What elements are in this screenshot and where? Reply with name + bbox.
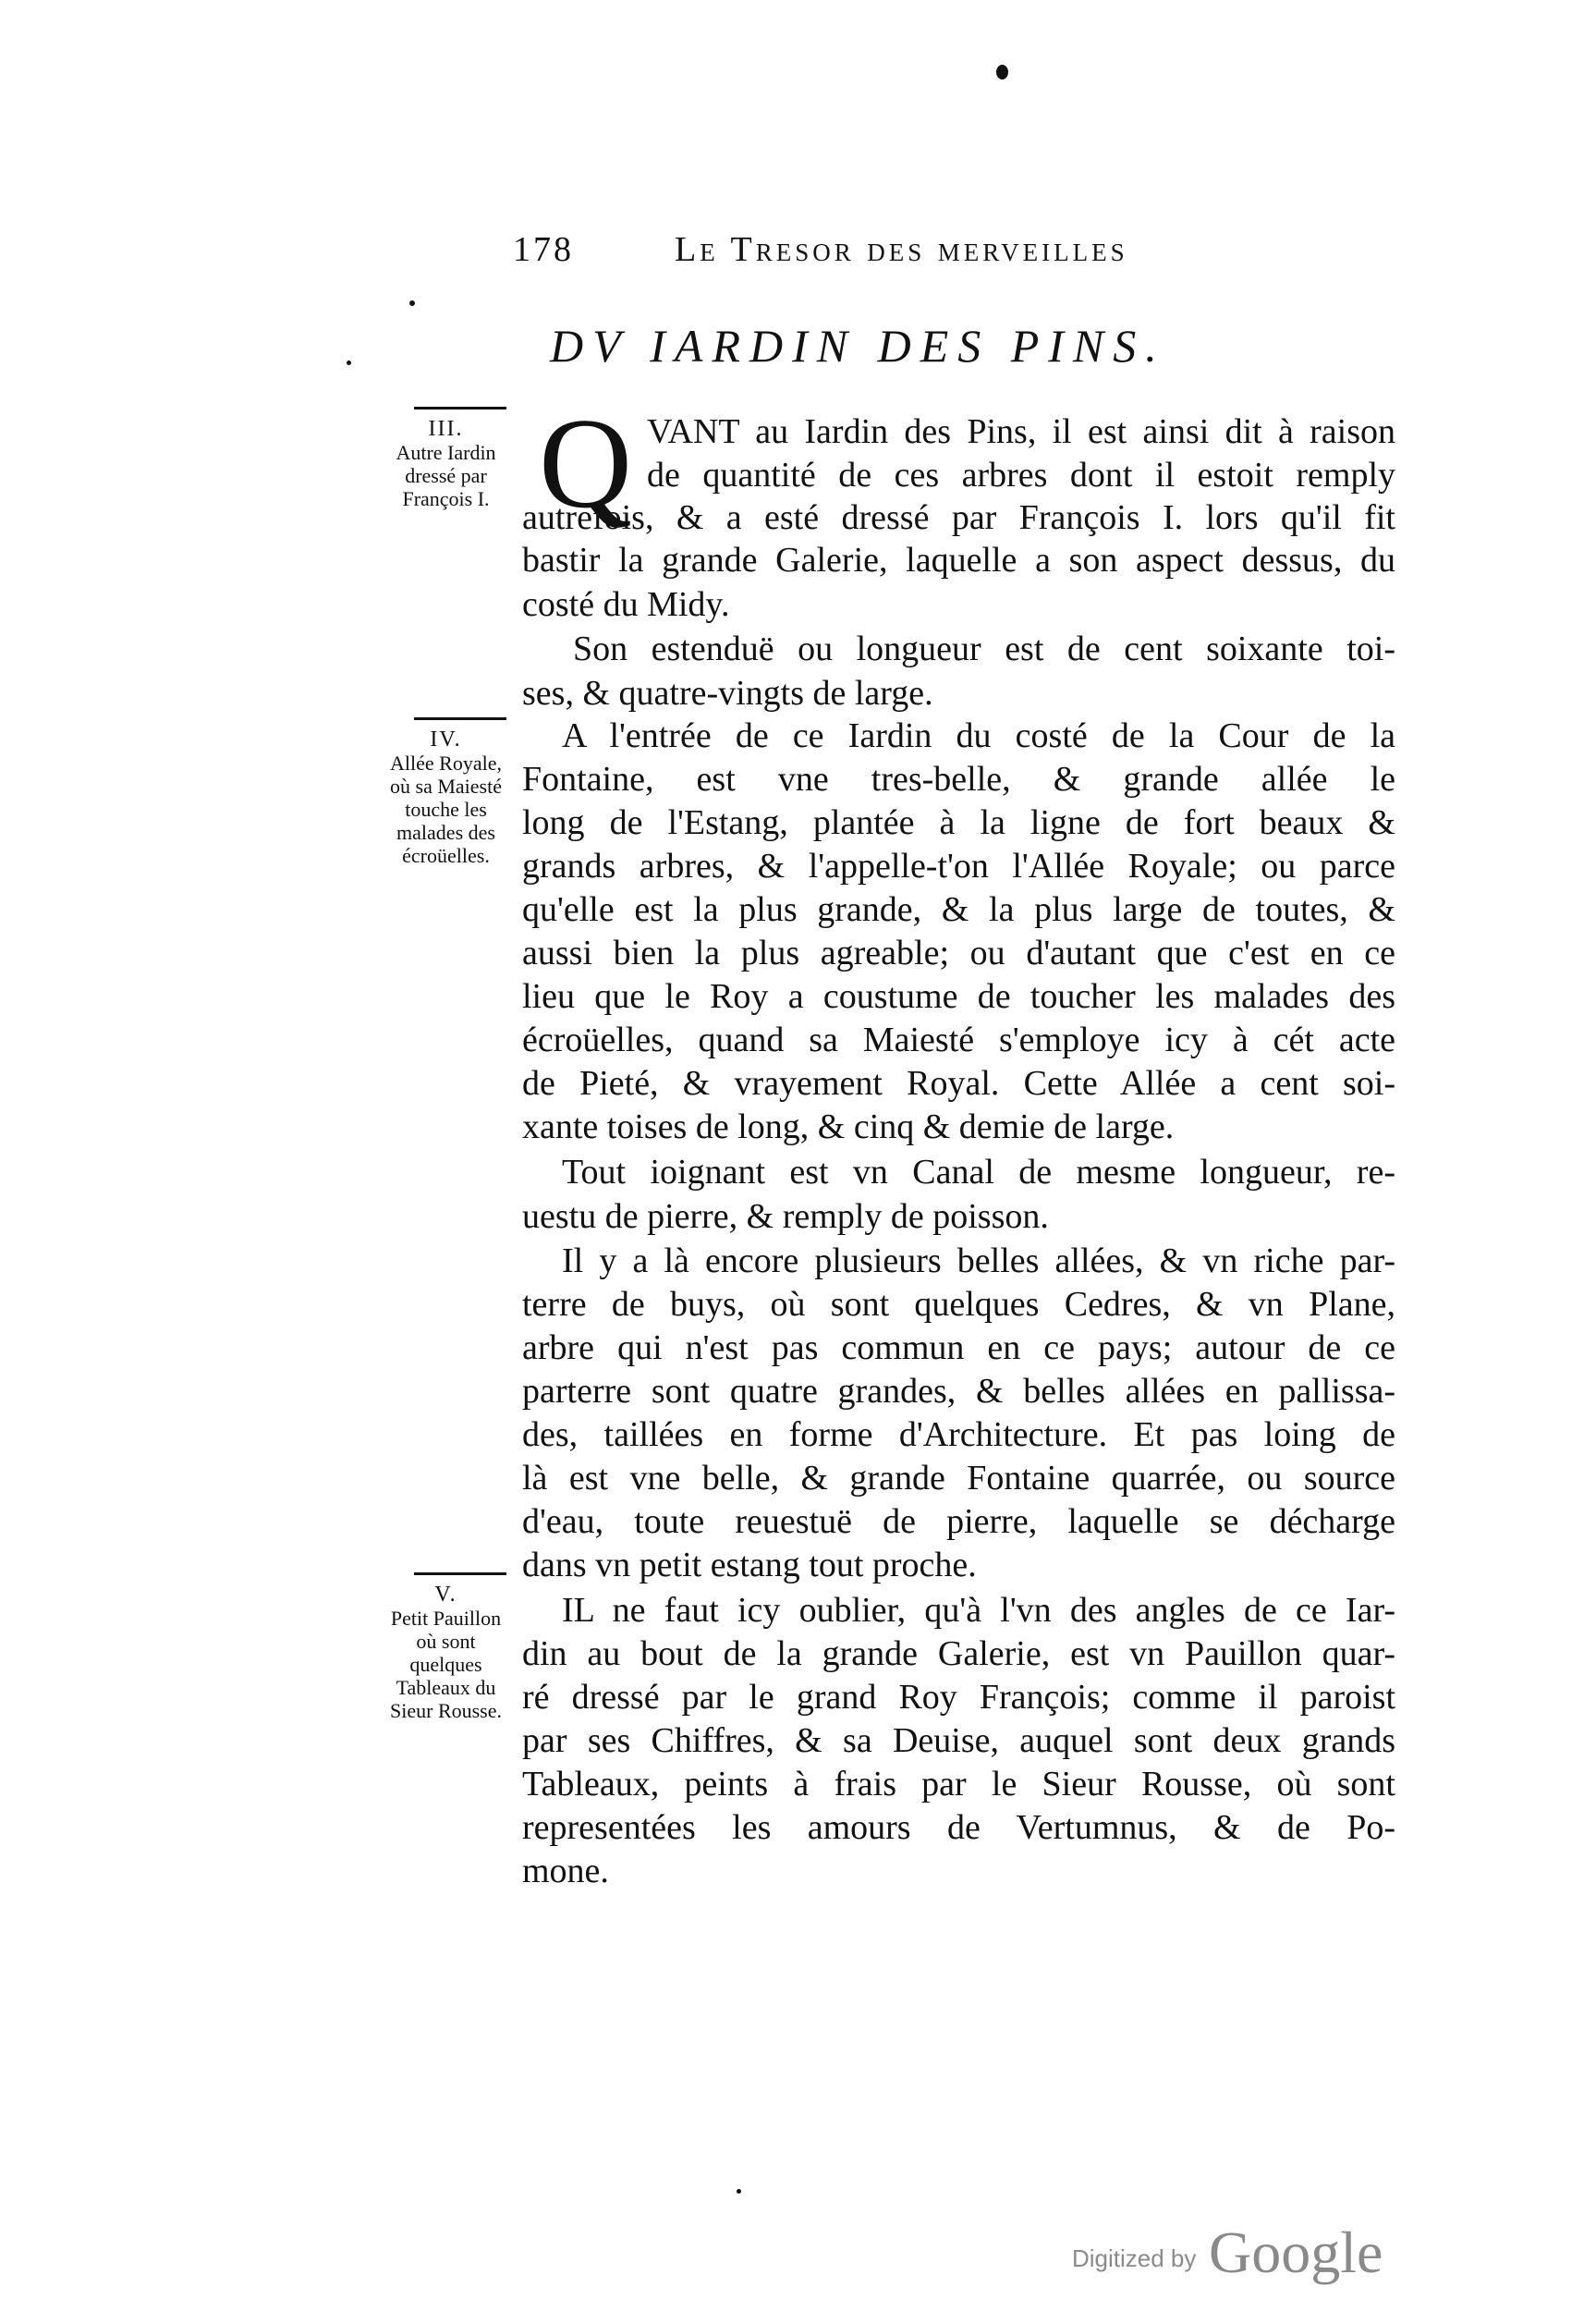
ink-speck [409, 300, 415, 306]
margin-note-number: IV. [430, 728, 462, 752]
text-line: arbre qui n'est pas commun en ce pays; autour de ce [522, 1328, 1395, 1367]
page-number: 178 [513, 230, 574, 269]
margin-note-text: Autre Iardin dressé par François I. [396, 441, 496, 510]
text-line: là est vne belle, & grande Fontaine quarrée, ou source [522, 1459, 1395, 1498]
text-line: ré dressé par le grand Roy François; comme il paroist [522, 1678, 1395, 1717]
ink-speck [737, 2189, 741, 2194]
text-line: mone. [522, 1852, 609, 1890]
margin-note-text: Allée Royale, où sa Maiesté touche les malades des écroüelles. [390, 752, 502, 867]
margin-note-number: III. [428, 417, 464, 441]
watermark-prefix: Digitized by [1072, 2244, 1197, 2272]
text-line: IL ne faut icy oublier, qu'à l'vn des angles de ce Iar- [562, 1591, 1395, 1630]
text-line: A l'entrée de ce Iardin du costé de la Cour de la [562, 716, 1395, 755]
digitized-watermark [1072, 2219, 1423, 2283]
text-line: Son estenduë ou longueur est de cent soixante toi- [573, 630, 1395, 668]
drop-cap: Q [539, 392, 633, 535]
margin-rule [414, 1572, 506, 1575]
ink-speck [347, 361, 351, 365]
text-line: par ses Chiffres, & sa Deuise, auquel sont deux grands [522, 1721, 1395, 1760]
text-line: Fontaine, est vne tres-belle, & grande allée le [522, 760, 1395, 799]
margin-rule [414, 717, 506, 720]
running-head [513, 229, 1298, 285]
text-line: dans vn petit estang tout proche. [522, 1546, 977, 1584]
text-line: Il y a là encore plusieurs belles allées, & vn riche par- [562, 1241, 1395, 1280]
text-line: qu'elle est la plus grande, & la plus large de toutes, & [522, 890, 1395, 929]
text-line: Tout ioignant est vn Canal de mesme longueur, re- [562, 1153, 1395, 1192]
text-line: costé du Midy. [522, 585, 730, 624]
text-line: autrefois, & a esté dressé par François I. lors qu'il fit [522, 498, 1395, 537]
text-line: lieu que le Roy a coustume de toucher les malades des [522, 977, 1395, 1016]
text-line: long de l'Estang, plantée à la ligne de fort beaux & [522, 803, 1395, 842]
text-line: grands arbres, & l'appelle-t'on l'Allée Royale; ou parce [522, 847, 1395, 886]
margin-rule [414, 407, 506, 410]
text-line: representées les amours de Vertumnus, & de Po- [522, 1808, 1395, 1847]
text-line: de Pieté, & vrayement Royal. Cette Allée a cent soi- [522, 1064, 1395, 1103]
text-line: bastir la grande Galerie, laquelle a son aspect dessus, du [522, 541, 1395, 580]
text-line: terre de buys, où sont quelques Cedres, & vn Plane, [522, 1285, 1395, 1324]
text-line: xante toises de long, & cinq & demie de large. [522, 1107, 1175, 1146]
section-title: DV IARDIN DES PINS. [550, 320, 1166, 372]
margin-note-iii [379, 418, 513, 510]
watermark-brand: Google [1209, 2219, 1383, 2285]
text-line: parterre sont quatre grandes, & belles allées en pallissa- [522, 1372, 1395, 1411]
text-line: de quantité de ces arbres dont il estoit remply [647, 456, 1395, 495]
text-line: uestu de pierre, & remply de poisson. [522, 1197, 1049, 1236]
ink-speck [996, 65, 1008, 79]
text-line: d'eau, toute reuestuë de pierre, laquelle se décharge [522, 1502, 1395, 1541]
margin-note-text: Petit Pauillon où sont quelques Tableaux du Sieur Rousse. [390, 1607, 502, 1722]
text-line: ses, & quatre-vingts de large. [522, 674, 933, 713]
text-line: Tableaux, peints à frais par le Sieur Rousse, où sont [522, 1765, 1395, 1804]
margin-note-number: V. [434, 1583, 457, 1607]
text-line: VANT au Iardin des Pins, il est ainsi dit à raison [647, 412, 1395, 451]
margin-note-iv [379, 728, 513, 867]
margin-note-v [379, 1583, 513, 1722]
running-title: Le Tresor des merveilles [675, 230, 1128, 269]
text-line: aussi bien la plus agreable; ou d'autant que c'est en ce [522, 934, 1395, 972]
text-line: écroüelles, quand sa Maiesté s'employe icy à cét acte [522, 1021, 1395, 1059]
text-line: din au bout de la grande Galerie, est vn Pauillon quar- [522, 1634, 1395, 1673]
text-line: des, taillées en forme d'Architecture. Et pas loing de [522, 1415, 1395, 1454]
